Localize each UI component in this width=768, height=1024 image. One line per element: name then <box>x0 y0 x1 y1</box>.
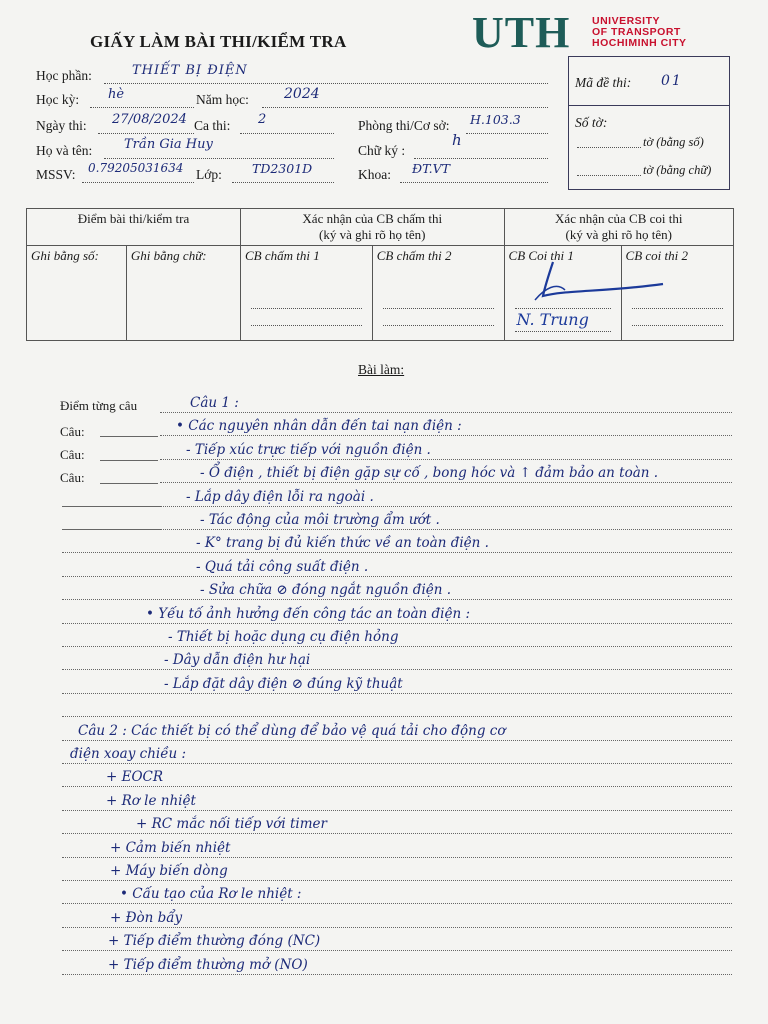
handwritten-answer-line: - K° trang bị đủ kiến thức về an toàn điện . <box>196 535 489 552</box>
logo-sub-line-3: HOCHIMINH CITY <box>592 37 687 49</box>
answer-rule-line <box>62 880 732 881</box>
lop-value: TD2301D <box>252 161 313 176</box>
side-box-divider <box>569 105 729 106</box>
grade-header-cell <box>27 209 241 246</box>
mssv-value: 0.79205031634 <box>88 161 184 175</box>
cb-cham-2-label: CB chấm thi 2 <box>376 248 452 263</box>
ma-de-value: 01 <box>661 73 683 89</box>
answer-rule-line <box>62 833 732 834</box>
logo-sub-line-2: OF TRANSPORT <box>592 26 681 38</box>
grader-header-cell <box>241 209 505 246</box>
grader-2-line-1 <box>383 306 494 309</box>
handwritten-answer-line: - Dây dẫn điện hư hại <box>164 652 311 669</box>
answer-rule-line <box>62 623 732 624</box>
cb-cham-1-label: CB chấm thi 1 <box>245 248 320 263</box>
answer-rule-line <box>62 506 732 507</box>
logo-subtitle <box>592 16 687 49</box>
handwritten-answer-line: • Cấu tạo của Rơ le nhiệt : <box>120 886 302 903</box>
handwritten-answer-line: - Thiết bị hoặc dụng cụ điện hỏng <box>168 629 399 645</box>
so-to-number-line <box>577 133 641 148</box>
proctor-1-cell <box>504 246 621 341</box>
hoc-phan-label: Học phần: <box>36 68 92 83</box>
handwritten-answer-line: • Các nguyên nhân dẫn đến tai nạn điện : <box>176 418 462 435</box>
answer-heading: Bài làm: <box>358 362 405 377</box>
handwritten-answer-line: + Rơ le nhiệt <box>106 792 196 809</box>
handwritten-answer-line: Câu 1 : <box>190 395 239 411</box>
ngay-thi-label: Ngày thi: <box>36 118 87 133</box>
cb-coi-2-label: CB coi thi 2 <box>625 248 689 263</box>
answer-rule-line <box>62 786 732 787</box>
handwritten-answer-line: + RC mắc nối tiếp với timer <box>136 816 327 833</box>
logo-uth-text: UTH <box>472 8 571 57</box>
lop-label: Lớp: <box>196 167 222 182</box>
handwritten-answer-line: + Cảm biến nhiệt <box>110 839 231 856</box>
answer-rule-line <box>62 950 732 951</box>
so-to-label: Số tờ: <box>575 115 608 130</box>
answer-rule-line <box>62 974 732 975</box>
answer-rule-line <box>62 903 732 904</box>
mssv-label: MSSV: <box>36 167 76 182</box>
answer-rule-line <box>62 763 732 764</box>
proctor-1-line-2 <box>515 329 611 332</box>
handwritten-answer-line: + Tiếp điểm thường đóng (NC) <box>108 933 321 950</box>
handwritten-answer-line: điện xoay chiều : <box>70 746 187 762</box>
answer-rule-line <box>62 529 732 530</box>
cau-label-3: Câu: <box>60 470 85 485</box>
proctor-2-line-2 <box>632 323 723 326</box>
answer-rule-line <box>62 669 732 670</box>
proctor-subheader: (ký và ghi rõ họ tên) <box>565 227 673 242</box>
ca-thi-label: Ca thi: <box>194 118 231 133</box>
answer-rule-line <box>62 810 732 811</box>
handwritten-answer-line: + Đòn bẩy <box>110 909 183 926</box>
page-title: GIẤY LÀM BÀI THI/KIỂM TRA <box>90 32 347 51</box>
handwritten-answer-line: - Quá tải công suất điện . <box>196 558 369 575</box>
handwritten-answer-line: - Ổ điện , thiết bị điện gặp sự cố , bong hóc và ↑ đảm bảo an toàn . <box>200 465 659 482</box>
ho-ten-value: Trần Gia Huy <box>124 137 213 152</box>
grader-1-line-2 <box>251 323 362 326</box>
logo-sub-line-1: UNIVERSITY <box>592 15 661 27</box>
answer-rule-line <box>62 599 732 600</box>
grader-header: Xác nhận của CB chấm thi <box>302 211 443 226</box>
ca-thi-line <box>240 119 334 134</box>
handwritten-answer-line: - Tiếp xúc trực tiếp với nguồn điện . <box>186 441 431 458</box>
answer-rule-line <box>62 576 732 577</box>
handwritten-answer-line: - Sửa chữa ⊘ đóng ngắt nguồn điện . <box>200 582 452 599</box>
score-blank <box>62 529 162 530</box>
grade-confirmation-table <box>26 208 734 341</box>
score-number-cell <box>27 246 127 341</box>
answer-rule-line <box>160 412 732 413</box>
diem-tung-cau-label: Điểm từng câu <box>60 398 138 413</box>
handwritten-answer-line: - Tác động của môi trường ẩm ướt . <box>200 512 440 528</box>
to-bang-chu-label: tờ (bằng chữ) <box>643 163 712 177</box>
ngay-thi-value: 27/08/2024 <box>112 112 187 127</box>
answer-rule-line <box>62 693 732 694</box>
hoc-ky-line <box>90 93 194 108</box>
answer-rule-line <box>62 716 732 717</box>
answer-rule-line <box>62 646 732 647</box>
proctor-1-name: N. Trung <box>516 310 589 329</box>
ma-de-label: Mã đề thi: <box>575 75 632 90</box>
score-blank <box>62 506 162 507</box>
score-blank <box>100 483 158 484</box>
nam-hoc-value: 2024 <box>284 86 320 102</box>
ho-ten-label: Họ và tên: <box>36 143 93 158</box>
ghi-bang-chu-label: Ghi bằng chữ: <box>130 248 207 263</box>
handwritten-answer-line: - Lắp đặt dây điện ⊘ đúng kỹ thuật <box>164 675 403 692</box>
chu-ky-label: Chữ ký : <box>358 143 406 158</box>
answer-rule-line <box>160 459 732 460</box>
hoc-ky-label: Học kỳ: <box>36 92 80 107</box>
handwritten-answer-line: - Lắp dây điện lỗi ra ngoài . <box>186 488 374 505</box>
grader-1-cell <box>241 246 373 341</box>
hoc-phan-value: THIẾT BỊ ĐIỆN <box>132 63 248 78</box>
nam-hoc-label: Năm học: <box>196 92 249 107</box>
handwritten-answer-line: + Tiếp điểm thường mở (NO) <box>108 956 308 973</box>
so-to-word-line <box>577 161 641 176</box>
grade-header: Điểm bài thi/kiểm tra <box>77 211 190 226</box>
cau-label-1: Câu: <box>60 424 85 439</box>
uth-logo <box>472 8 734 57</box>
answer-rule-line <box>62 740 732 741</box>
answer-rule-line <box>62 927 732 928</box>
grader-1-line-1 <box>251 306 362 309</box>
phong-thi-value: H.103.3 <box>470 112 521 127</box>
handwritten-answer-line: + EOCR <box>106 769 164 786</box>
phong-thi-label: Phòng thi/Cơ sở: <box>358 118 450 133</box>
score-blank <box>100 436 158 437</box>
exam-code-box <box>568 56 730 190</box>
khoa-value: ĐT.VT <box>412 161 450 176</box>
hoc-ky-value: hè <box>108 87 125 102</box>
cau-label-2: Câu: <box>60 447 85 462</box>
ca-thi-value: 2 <box>258 112 267 127</box>
to-bang-so-label: tờ (bằng số) <box>643 135 704 149</box>
answer-rule-line <box>160 435 732 436</box>
khoa-label: Khoa: <box>358 167 391 182</box>
chu-ky-line <box>414 144 548 159</box>
answer-rule-line <box>62 552 732 553</box>
handwritten-answer-line: Câu 2 : Các thiết bị có thể dùng để bảo vệ quá tải cho động cơ <box>78 722 506 739</box>
answer-rule-line <box>160 482 732 483</box>
answer-rule-line <box>62 857 732 858</box>
chu-ky-signature: h <box>452 131 462 149</box>
handwritten-answer-line: • Yếu tố ảnh hưởng đến công tác an toàn điện : <box>146 605 470 622</box>
proctor-header: Xác nhận của CB coi thi <box>555 211 683 226</box>
ghi-bang-so-label: Ghi bằng số: <box>31 248 99 263</box>
handwritten-answer-line: + Máy biến dòng <box>110 863 228 879</box>
score-blank <box>100 460 158 461</box>
score-word-cell <box>126 246 240 341</box>
grader-subheader: (ký và ghi rõ họ tên) <box>319 227 426 242</box>
proctor-header-cell <box>504 209 733 246</box>
proctor-1-signature-mark <box>505 260 665 310</box>
grader-2-cell <box>372 246 504 341</box>
grader-2-line-2 <box>383 323 494 326</box>
cb-coi-1-label: CB Coi thi 1 <box>508 248 574 263</box>
